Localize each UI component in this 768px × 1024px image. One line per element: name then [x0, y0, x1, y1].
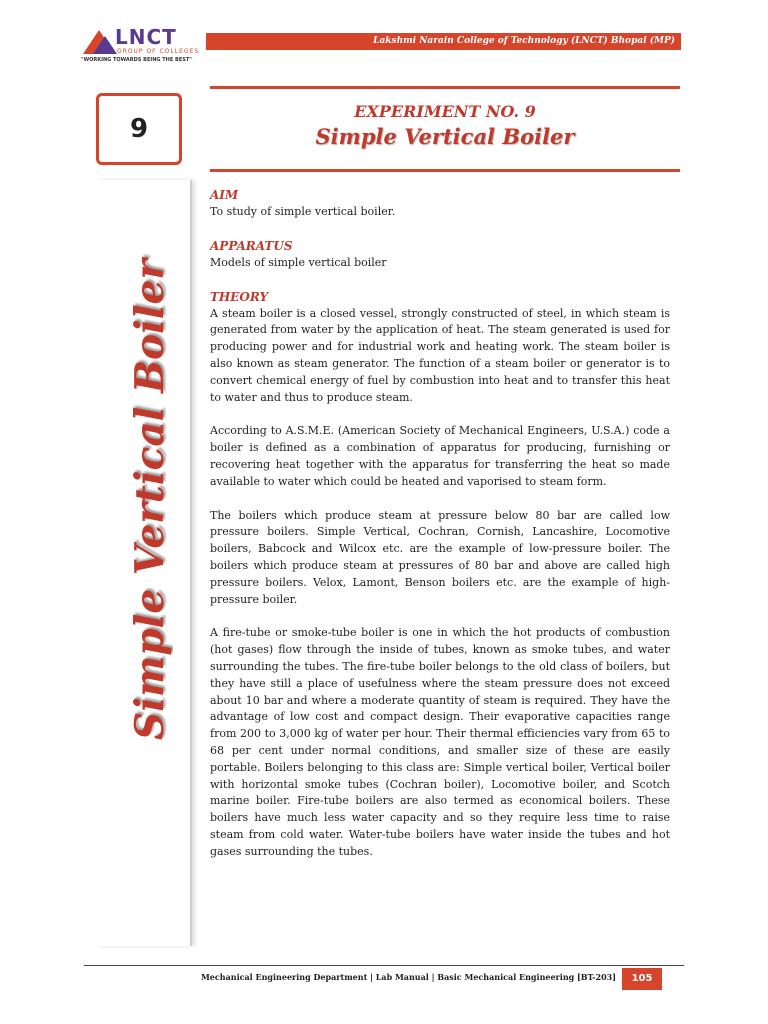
- logo-subtitle: GROUP OF COLLEGES: [117, 48, 200, 55]
- aim-text: To study of simple vertical boiler.: [210, 205, 396, 218]
- theory-paragraph-4: A fire-tube or smoke-tube boiler is one in which the hot products of combustion (hot gases) flow through the inside of tubes, known as smoke tubes, and water surrounding the tubes. The fire-tube boiler belongs to the old class of boilers, but they have still a place of usefulness where the steam pressure does not exceed about 10 bar and where a moderate quantity of steam is required. They have the advantage of low cost and compact design. Their evaporative capacities range from 200 to 3,000 kg of water per hour. Their thermal efficiencies vary from 65 to 68 per cent under normal conditions, and smaller size of these are easily portable. Boilers belonging to this class are: Simple vertical boiler, Vertical boiler with horizontal smoke tubes (Cochran boiler), Locomotive boiler, and Scotch marine boiler. Fire-tube boilers are also termed as economical boilers. These boilers have much less water capacity and so they require less time to raise steam from cold water. Water-tube boilers have water inside the tubes and hot gases surrounding the tubes.: [210, 626, 670, 858]
- apparatus-text: Models of simple vertical boiler: [210, 255, 387, 269]
- college-logo: [83, 26, 205, 66]
- aim-heading: AIM: [210, 188, 239, 202]
- experiment-number-badge: 9: [96, 93, 182, 165]
- theory-paragraph-3: The boilers which produce steam at pressure below 80 bar are called low pressure boilers. Simple Vertical, Cochran, Cornish, Lancashire, Locomotive boilers, Babcock and Wilcox etc. are the example of low-pressure boiler. The boilers which produce steam at pressures of 80 bar and above are called high pressure boilers. Velox, Lamont, Benson boilers etc. are the example of high-pressure boiler.: [210, 508, 670, 606]
- page-number: 105: [622, 968, 662, 990]
- logo-inner-triangle-icon: [93, 36, 117, 54]
- logo-brand: LNCT: [115, 25, 177, 49]
- theory-heading: THEORY: [210, 289, 269, 304]
- logo-tagline: "WORKING TOWARDS BEING THE BEST": [81, 57, 192, 63]
- apparatus-heading: APPARATUS: [210, 238, 293, 253]
- title-block: [210, 86, 680, 172]
- document-body: [210, 187, 670, 861]
- experiment-heading: EXPERIMENT NO. 9: [354, 102, 536, 121]
- experiment-title: Simple Vertical Boiler: [315, 124, 575, 149]
- theory-paragraph-2: According to A.S.M.E. (American Society of Mechanical Engineers, U.S.A.) code a boiler is defined as a combination of apparatus for producing, furnishing or recovering heat together with the apparatus for transferring the heat so made available to water which could be heated and vaporised to steam form.: [210, 424, 670, 488]
- sidebar-vertical-title: Simple Vertical Boiler: [127, 259, 173, 741]
- header-institution-bar: Lakshmi Narain College of Technology (LNCT) Bhopal (MP): [206, 33, 681, 50]
- footer-divider: [84, 965, 684, 966]
- theory-paragraph-1: A steam boiler is a closed vessel, strongly constructed of steel, in which steam is generated from water by the application of heat. The steam generated is used for producing power and for industrial work and heating work. The steam boiler is also known as steam generator. The function of a steam boiler or generator is to convert chemical energy of fuel by combustion into heat and to transfer this heat to water and thus to produce steam.: [210, 306, 670, 404]
- footer-text: Mechanical Engineering Department | Lab Manual | Basic Mechanical Engineering [BT-203]: [200, 972, 616, 982]
- sidebar-panel: [96, 180, 192, 946]
